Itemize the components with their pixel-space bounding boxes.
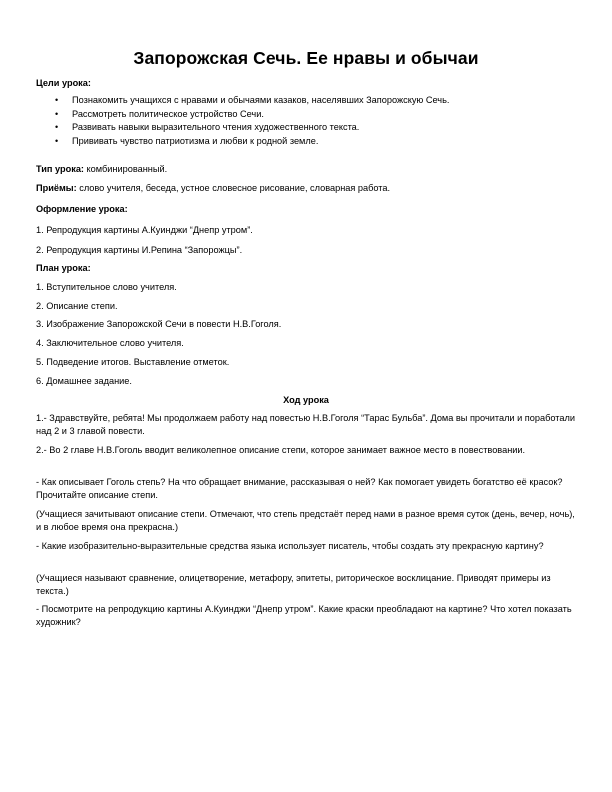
list-item: • Познакомить учащихся с нравами и обычаями казаков, населявших Запорожскую Сечь. [36,94,449,108]
plan-item: 4. Заключительное слово учителя. [36,338,184,348]
list-item: • Прививать чувство патриотизма и любви к родной земле. [36,135,449,149]
course-paragraph: (Учащиеся называют сравнение, олицетворение, метафору, эпитеты, риторическое восклицание. Приводят примеры из текста.) [36,573,551,596]
goals-heading: Цели урока: [36,78,91,88]
list-item: • Рассмотреть политическое устройство Сечи. [36,108,449,122]
course-heading: Ход урока [283,395,329,405]
design-item: 2. Репродукция картины И.Репина “Запорожцы”. [36,245,243,255]
course-paragraph: (Учащиеся зачитывают описание степи. Отмечают, что степь предстаёт перед нами в разное время суток (день, вечер, ночь), и в любое время она прекрасна.) [36,509,575,532]
course-paragraph: 1.- Здравствуйте, ребята! Мы продолжаем работу над повестью Н.В.Гоголя “Тарас Бульба”. Дома вы прочитали и поработали над 2 и 3 главой повести. [36,413,575,436]
methods-value: слово учителя, беседа, устное словесное рисование, словарная работа. [76,183,391,193]
course-paragraph: - Какие изобразительно-выразительные средства языка использует писатель, чтобы создать эту прекрасную картину? [36,541,544,551]
methods-label: Приёмы: [36,183,77,193]
page-title: Запорожская Сечь. Ее нравы и обычаи [133,48,479,68]
plan-item: 3. Изображение Запорожской Сечи в повести Н.В.Гоголя. [36,319,282,329]
lesson-type-label: Тип урока: [36,164,84,174]
methods [36,182,390,194]
plan-heading: План урока: [36,263,91,273]
design-heading: Оформление урока: [36,204,128,214]
plan-item: 2. Описание степи. [36,301,118,311]
lesson-type [36,163,167,175]
course-paragraph: 2.- Во 2 главе Н.В.Гоголь вводит великолепное описание степи, которое занимает важное место в повествовании. [36,445,526,455]
plan-item: 5. Подведение итогов. Выставление отметок. [36,357,230,367]
goals-list [36,94,449,148]
design-item: 1. Репродукция картины А.Куинджи “Днепр утром”. [36,225,253,235]
course-paragraph: - Посмотрите на репродукцию картины А.Куинджи “Днепр утром”. Какие краски преобладают на картине? Что хотел показать художник? [36,604,572,627]
plan-item: 1. Вступительное слово учителя. [36,282,177,292]
course-paragraph: - Как описывает Гоголь степь? На что обращает внимание, рассказывая о ней? Как помогает увидеть богатство её красок? Прочитайте описание степи. [36,477,563,500]
lesson-type-value: комбинированный. [84,164,168,174]
list-item: • Развивать навыки выразительного чтения художественного текста. [36,121,449,135]
plan-item: 6. Домашнее задание. [36,376,132,386]
